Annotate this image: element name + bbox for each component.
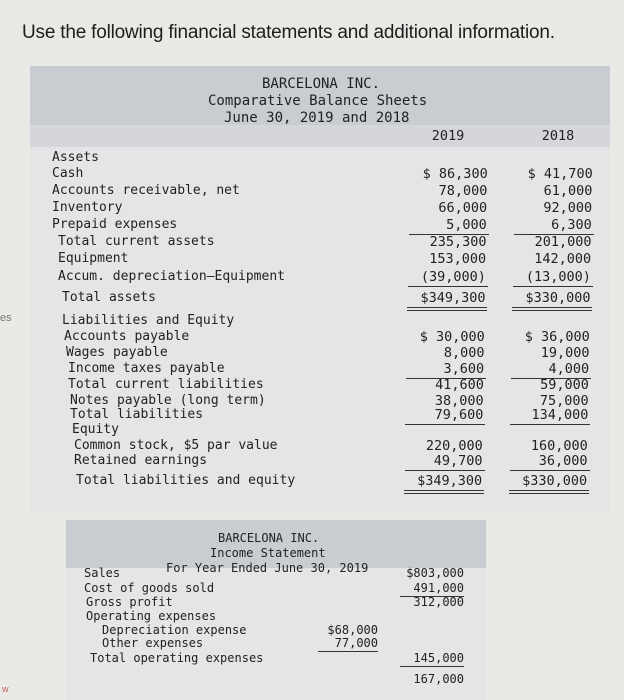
bs-row-label: Total current liabilities [68, 377, 264, 392]
bs-underline-2018 [510, 424, 590, 425]
bs-value-2018: 61,000 [543, 183, 593, 199]
is-statement-date: For Year Ended June 30, 2019 [166, 561, 369, 575]
bs-underline-2018 [510, 470, 590, 471]
bs-value-2019: 49,700 [433, 453, 483, 469]
bs-row-label: Common stock, $5 par value [74, 438, 278, 453]
bs-value-2019: $349,300 [420, 290, 486, 306]
bs-value-2019: $ 30,000 [419, 329, 485, 345]
bs-row-label: Liabilities and Equity [62, 313, 235, 328]
bs-value-2019: 153,000 [429, 251, 487, 267]
bs-row-label: Equity [72, 422, 119, 437]
bs-value-2019: 66,000 [438, 200, 488, 216]
is-row-label: Operating expenses [86, 609, 217, 623]
is-row-label: Cost of goods sold [84, 581, 215, 595]
bs-value-2018: 92,000 [543, 200, 593, 216]
margin-cutoff-text: es [0, 312, 12, 324]
is-statement-title: Income Statement [210, 546, 326, 560]
is-row-label: Other expenses [102, 636, 204, 650]
bs-row-label: Notes payable (long term) [70, 393, 266, 408]
bs-underline-2018 [509, 490, 589, 491]
is-company-name: BARCELONA INC. [218, 531, 320, 545]
bs-value-2018: $330,000 [525, 290, 591, 306]
is-inner-amount: $68,000 [327, 623, 378, 637]
statement-date: June 30, 2019 and 2018 [224, 110, 410, 126]
bs-row-label: Prepaid expenses [52, 217, 178, 232]
bs-underline-2019 [407, 307, 487, 308]
is-row-label: Gross profit [86, 595, 173, 609]
bs-row-label: Total assets [62, 290, 156, 305]
bs-row-label: Equipment [58, 251, 129, 266]
bs-value-2019: 8,000 [443, 345, 485, 361]
is-outer-amount: 167,000 [413, 672, 464, 686]
year-header-band [30, 125, 610, 147]
bs-value-2019: (39,000) [420, 269, 486, 285]
bs-value-2019: 3,600 [443, 361, 485, 377]
bs-value-2019: 235,300 [429, 234, 487, 250]
company-name: BARCELONA INC. [262, 76, 381, 92]
bs-value-2019: $ 86,300 [422, 166, 488, 182]
bs-underline-2018 [512, 310, 592, 311]
bs-value-2019: 5,000 [446, 217, 487, 233]
bs-value-2019: $349,300 [417, 473, 483, 489]
margin-cutoff-mark: w [2, 684, 9, 694]
bs-value-2018: 6,300 [551, 217, 592, 233]
bs-underline-2019 [404, 493, 484, 494]
bs-row-label: Accum. depreciation—Equipment [58, 269, 285, 284]
column-header-2018: 2018 [541, 128, 575, 144]
is-outer-underline [400, 666, 464, 667]
bs-value-2018: 59,000 [540, 377, 589, 393]
bs-row-label: Assets [52, 150, 99, 165]
bs-value-2019: 79,600 [434, 407, 484, 423]
instructions-heading: Use the following financial statements and additional information. [22, 22, 555, 43]
bs-value-2018: 201,000 [534, 234, 592, 250]
bs-value-2018: 142,000 [534, 251, 592, 267]
bs-value-2018: $ 36,000 [524, 329, 590, 345]
bs-value-2019: 78,000 [438, 183, 488, 199]
bs-underline-2018 [513, 286, 593, 287]
is-inner-underline [318, 651, 378, 652]
bs-row-label: Cash [52, 166, 84, 181]
bs-row-label: Total current assets [58, 234, 215, 249]
bs-value-2019: 41,600 [435, 377, 484, 393]
is-inner-amount: 77,000 [334, 636, 378, 650]
bs-value-2018: 4,000 [548, 361, 590, 377]
bs-row-label: Accounts payable [64, 329, 190, 344]
bs-underline-2018 [509, 493, 589, 494]
bs-row-label: Inventory [52, 200, 123, 215]
bs-value-2018: $330,000 [522, 473, 588, 489]
column-header-2019: 2019 [431, 128, 465, 144]
bs-value-2018: 36,000 [538, 453, 588, 469]
is-outer-amount: 491,000 [413, 581, 464, 595]
bs-row-label: Accounts receivable, net [52, 183, 240, 198]
bs-row-label: Total liabilities and equity [76, 473, 296, 488]
bs-row-label: Income taxes payable [68, 361, 225, 376]
bs-underline-2018 [512, 307, 592, 308]
bs-row-label: Retained earnings [74, 453, 208, 468]
is-outer-amount: 145,000 [413, 651, 464, 665]
bs-underline-2019 [405, 424, 485, 425]
bs-value-2018: 160,000 [530, 438, 588, 454]
bs-value-2018: 75,000 [539, 393, 589, 409]
bs-value-2018: (13,000) [525, 269, 591, 285]
bs-value-2018: 134,000 [531, 407, 589, 423]
statement-title: Comparative Balance Sheets [208, 93, 428, 109]
bs-value-2018: $ 41,700 [527, 166, 593, 182]
bs-underline-2019 [404, 490, 484, 491]
bs-underline-2019 [408, 286, 488, 287]
bs-underline-2019 [405, 470, 485, 471]
bs-underline-2019 [407, 310, 487, 311]
is-row-label: Sales [84, 566, 121, 580]
is-row-label: Depreciation expense [102, 623, 247, 637]
bs-value-2019: 38,000 [434, 393, 484, 409]
bs-value-2019: 220,000 [425, 438, 483, 454]
bs-value-2018: 19,000 [540, 345, 590, 361]
is-outer-amount: $803,000 [406, 566, 464, 580]
is-row-label: Total operating expenses [90, 651, 264, 665]
bs-row-label: Total liabilities [70, 407, 204, 422]
bs-row-label: Wages payable [66, 345, 168, 360]
is-outer-amount: 312,000 [413, 595, 464, 609]
